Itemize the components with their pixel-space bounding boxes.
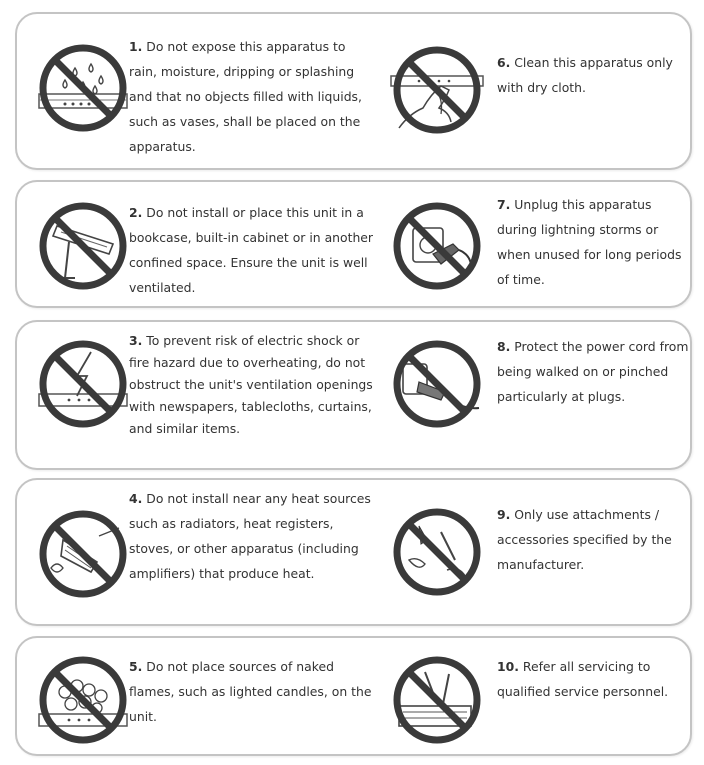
confined-space-icon — [35, 198, 131, 294]
instruction-panel-5 — [15, 636, 692, 756]
instruction-text: Do not expose this apparatus to rain, moisture, dripping or splashing and that no objects filled with liquids, such as vases, shall be placed on the apparatus. — [129, 39, 362, 154]
instruction-5-text — [129, 654, 377, 729]
accessories-icon — [389, 504, 485, 600]
instruction-2-text — [129, 200, 377, 300]
instruction-text: Refer all servicing to qualified service personnel. — [497, 659, 669, 699]
instruction-text: Clean this apparatus only with dry cloth. — [497, 55, 673, 95]
instruction-3-text — [129, 330, 377, 440]
heat-source-icon — [35, 506, 131, 602]
instruction-number: 6. — [497, 55, 511, 70]
unplug-icon — [389, 198, 485, 294]
instruction-number: 1. — [129, 39, 143, 54]
instruction-text: Do not install near any heat sources such as radiators, heat registers, stoves, or other apparatus (including amplifiers) that produce heat. — [129, 491, 371, 581]
instruction-text: Do not place sources of naked flames, such as lighted candles, on the unit. — [129, 659, 372, 724]
instruction-panel-3 — [15, 320, 692, 470]
naked-flame-icon — [35, 652, 131, 748]
instruction-number: 10. — [497, 659, 519, 674]
instruction-number: 2. — [129, 205, 143, 220]
instruction-text: Unplug this apparatus during lightning storms or when unused for long periods of time. — [497, 197, 682, 287]
instruction-number: 3. — [129, 333, 143, 348]
instruction-number: 9. — [497, 507, 511, 522]
instruction-1-text — [129, 34, 377, 159]
instruction-9-text — [497, 502, 693, 577]
instruction-number: 5. — [129, 659, 143, 674]
instruction-4-text — [129, 486, 377, 586]
instruction-text: Only use attachments / accessories specified by the manufacturer. — [497, 507, 672, 572]
instruction-10-text — [497, 654, 693, 704]
servicing-icon — [389, 652, 485, 748]
instruction-panel-1 — [15, 12, 692, 170]
instruction-text: To prevent risk of electric shock or fire hazard due to overheating, do not obstruct the unit's ventilation openings with newspapers, tablecloths, curtains, and similar items. — [129, 333, 373, 436]
instruction-text: Do not install or place this unit in a bookcase, built-in cabinet or in another confined space. Ensure the unit is well ventilated. — [129, 205, 374, 295]
hand-cleaning-icon — [389, 42, 485, 138]
instruction-7-text — [497, 192, 693, 292]
instruction-8-text — [497, 334, 693, 409]
instruction-text: Protect the power cord from being walked on or pinched particularly at plugs. — [497, 339, 689, 404]
instruction-panel-2 — [15, 180, 692, 308]
instruction-6-text — [497, 50, 693, 100]
instruction-panel-4 — [15, 478, 692, 626]
electric-shock-icon — [35, 336, 131, 432]
instruction-number: 4. — [129, 491, 143, 506]
instruction-number: 7. — [497, 197, 511, 212]
rain-drops-icon — [35, 40, 131, 136]
power-cord-icon — [389, 336, 485, 432]
instruction-number: 8. — [497, 339, 511, 354]
